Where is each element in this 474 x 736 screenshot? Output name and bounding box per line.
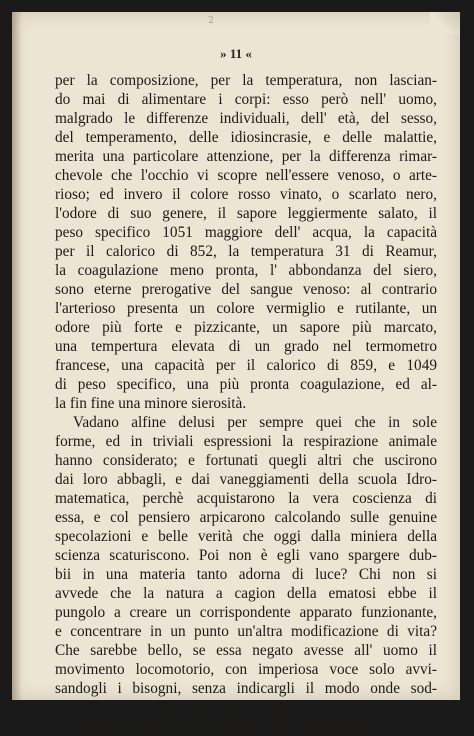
text-line: per il calorico di 852, la temperatura 31 di Reamur, [55, 243, 437, 260]
text-line: sandogli i bisogni, senza indicargli il modo onde sod- [55, 680, 437, 697]
text-line: la fin fine una minore sierosità. [55, 395, 247, 412]
text-line: pungolo a creare un corrispondente apparato funzionante, [55, 604, 437, 621]
text-line: movimento locomotorio, con imperiosa voce solo avvi- [55, 661, 437, 678]
text-line: sua esistenza senza trovar mezzo onde respignerli? [55, 718, 366, 735]
text-line: francese, una capacità per il calorico di 859, e 1049 [55, 357, 437, 374]
text-line: una tempertura elevata di un grado nel termometro [55, 338, 437, 355]
book-page [12, 12, 460, 735]
text-line: la coagulazione meno pronta, l' abbondanza del siero, [55, 262, 437, 279]
text-line: scienza scaturiscono. Poi non è egli vano spargere dub- [55, 547, 437, 564]
text-line: do mai di alimentare i corpi: esso però nell' uomo, [55, 91, 437, 108]
text-line: dai loro abbagli, e dai vaneggiamenti della scuola Idro- [55, 471, 437, 488]
text-line: odore più forte e pizzicante, un sapore più marcato, [55, 319, 437, 336]
text-line: del temperamento, delle idiosincrasie, e delle malattie, [55, 129, 437, 146]
text-line: Vadano alfine delusi per sempre quei che in sole [73, 414, 437, 431]
text-line: l'arterioso presenta un colore vermiglio e rutilante, un [55, 300, 437, 317]
text-line: sono eterne prerogative del sangue venoso: al contrario [55, 281, 437, 298]
text-line: peso specifico 1051 maggiore dell' acqua, la capacità [55, 224, 437, 241]
text-line: matematica, perchè acquistarono la vera coscienza di [55, 490, 437, 507]
text-line: malgrado le differenze individuali, dell' età, del sesso, [55, 110, 437, 127]
text-line: bii in una materia tanto adorna di luce? Chi non si [55, 566, 437, 583]
text-line: rioso; ed invero il colore rosso vinato, o scarlato nero, [55, 186, 437, 203]
text-line: per la composizione, per la temperatura, non lascian- [55, 72, 437, 89]
text-line: specolazioni e belle verità che oggi dalla miniera della [55, 528, 437, 545]
text-line: avvede che la natura a cagion della ematosi ebbe il [55, 585, 437, 602]
binding-shadow [12, 12, 22, 700]
page-corner-fold [430, 12, 460, 34]
page-number: » 11 « [220, 46, 252, 61]
body-text [55, 71, 437, 736]
text-line: di peso specifico, una più pronta coagulazione, ed al- [55, 376, 437, 393]
text-line: Che sarebbe bello, se essa negato avesse all' uomo il [55, 642, 437, 659]
text-line: hanno considerato; e fortunati quegli altri che uscirono [55, 452, 437, 469]
text-line: e concentrare in un punto un'altra modificazione di vita? [55, 623, 437, 640]
text-line: forme, ed in triviali espressioni la respirazione animale [55, 433, 437, 450]
text-line: l'odore di suo genere, il sapore leggiermente salato, il [55, 205, 437, 222]
corner-mark: 2 [208, 16, 214, 26]
text-line: disfarli; e la cognizione degli oggetti minaccianti la frale [55, 699, 437, 716]
text-line: chevole che l'occhio vi scopre nell'essere venoso, o arte- [55, 167, 437, 184]
text-line: essa, e col pensiero arpicarono calcolando sulle genuine [55, 509, 437, 526]
text-line: merita una particolare attenzione, per la differenza rimar- [55, 148, 437, 165]
